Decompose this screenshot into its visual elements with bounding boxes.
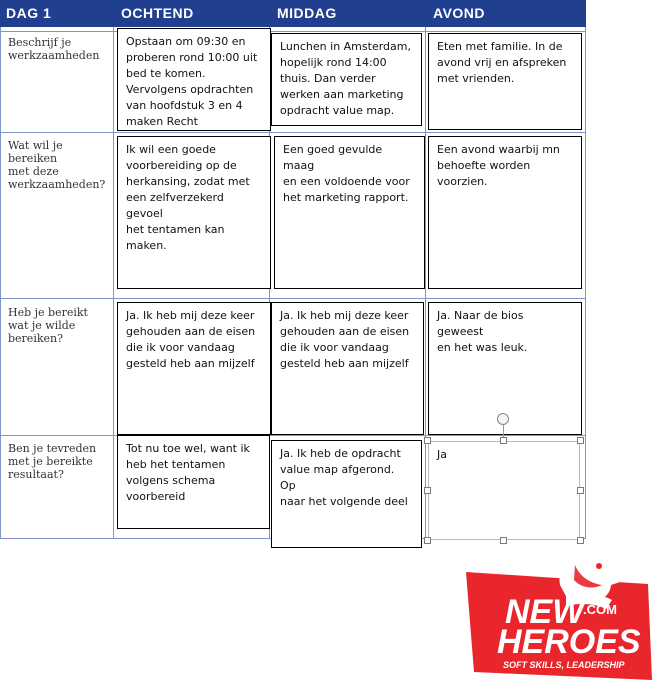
question-label-goal: Wat wil je bereiken met deze werkzaamheden? xyxy=(8,139,106,191)
answer-box-row2-noon[interactable]: Een goed gevulde maag en een voldoende voor het marketing rapport. xyxy=(274,136,425,289)
answer-box-row3-evening[interactable]: Ja. Naar de bios geweest en het was leuk. xyxy=(428,302,582,435)
answer-box-row2-morning[interactable]: Ik wil een goede voorbereiding op de herkansing, zodat met een zelfverzekerd gevoel het tentamen kan maken. xyxy=(117,136,271,289)
header-noon: MIDDAG xyxy=(277,5,337,21)
logo-line1: NEW xyxy=(505,593,585,631)
logo-tagline: SOFT SKILLS, LEADERSHIP xyxy=(503,660,625,670)
header-evening: AVOND xyxy=(433,5,486,21)
answer-box-row4-evening[interactable]: Ja xyxy=(428,441,580,540)
question-label-satisfied: Ben je tevreden met je bereikte resultaat? xyxy=(8,442,97,481)
answer-box-row3-noon[interactable]: Ja. Ik heb mij deze keer gehouden aan de eisen die ik voor vandaag gesteld heb aan mijzelf xyxy=(271,302,424,435)
question-label-describe: Beschrijf je werkzaamheden xyxy=(8,36,100,62)
header-day: DAG 1 xyxy=(6,5,52,21)
question-label-achieved: Heb je bereikt wat je wilde bereiken? xyxy=(8,306,88,345)
logo-line2: HEROES xyxy=(497,623,641,661)
answer-box-row2-evening[interactable]: Een avond waarbij mn behoefte worden voorzien. xyxy=(428,136,582,289)
answer-box-row3-morning[interactable]: Ja. Ik heb mij deze keer gehouden aan de eisen die ik voor vandaag gesteld heb aan mijzelf xyxy=(117,302,271,435)
header-morning: OCHTEND xyxy=(121,5,194,21)
logo-dotcom: .COM xyxy=(583,602,617,617)
answer-box-row1-evening[interactable]: Eten met familie. In de avond vrij en afspreken met vrienden. xyxy=(428,33,582,130)
answer-box-row4-morning[interactable]: Tot nu toe wel, want ik heb het tentamen volgens schema voorbereid xyxy=(117,435,270,529)
answer-box-row4-noon[interactable]: Ja. Ik heb de opdracht value map afgerond. Op naar het volgende deel xyxy=(271,440,422,548)
answer-box-row1-morning[interactable]: Opstaan om 09:30 en proberen rond 10:00 uit bed te komen. Vervolgens opdrachten van hoofdstuk 3 en 4 maken Recht xyxy=(117,28,271,131)
answer-box-row1-noon[interactable]: Lunchen in Amsterdam, hopelijk rond 14:00 thuis. Dan verder werken aan marketing opdracht value map. xyxy=(271,33,422,126)
